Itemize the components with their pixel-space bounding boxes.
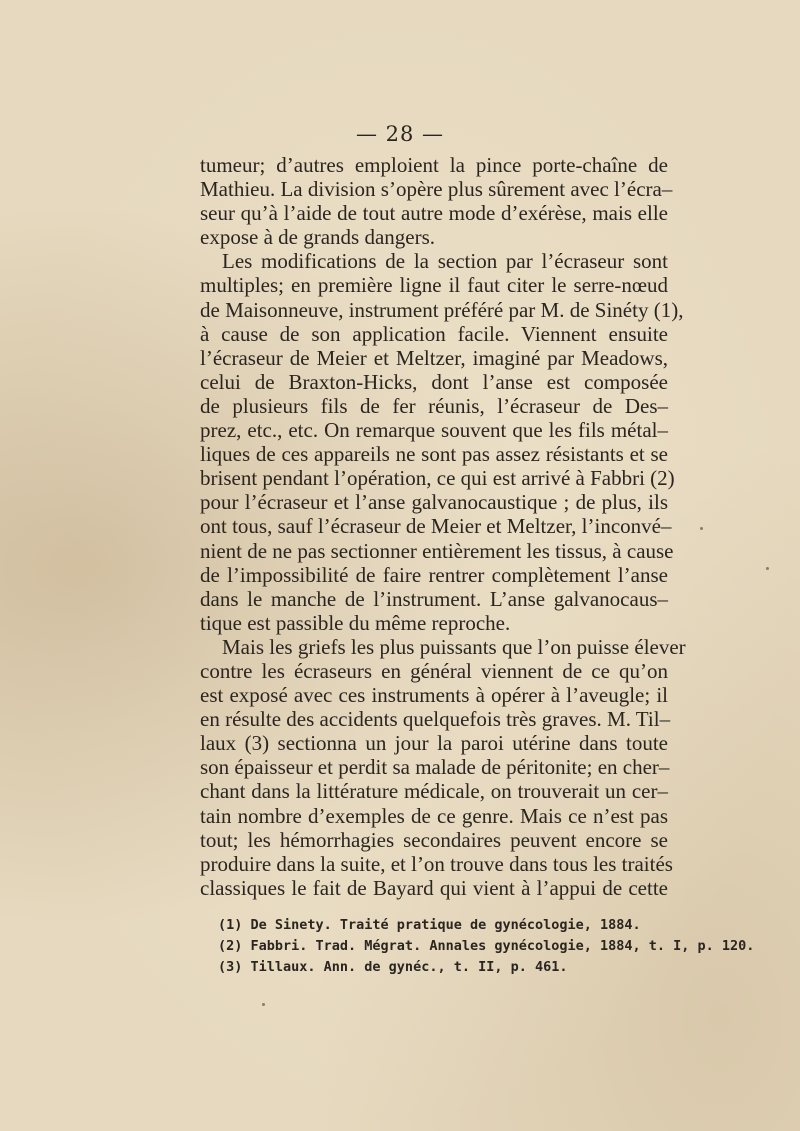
footnote-2: (2) Fabbri. Trad. Mégrat. Annales gynécologie, 1884, t. I, p. 120. bbox=[218, 938, 755, 954]
text-line: son épaisseur et perdit sa malade de péritonite; en cher– bbox=[200, 755, 670, 780]
text-line: seur qu’à l’aide de tout autre mode d’exérèse, mais elle bbox=[200, 201, 668, 226]
text-line: l’écraseur de Meier et Meltzer, imaginé par Meadows, bbox=[200, 345, 668, 370]
body-text bbox=[200, 153, 686, 900]
footnotes bbox=[218, 915, 755, 978]
text-line: liques de ces appareils ne sont pas assez résistants et se bbox=[200, 442, 668, 467]
text-line: produire dans la suite, et l’on trouve dans tous les traités bbox=[200, 851, 673, 876]
text-line: tique est passible du même reproche. bbox=[200, 610, 511, 635]
text-line: laux (3) sectionna un jour la paroi utérine dans toute bbox=[200, 731, 668, 756]
text-line: brisent pendant l’opération, ce qui est arrivé à Fabbri (2) bbox=[200, 466, 675, 491]
text-line: chant dans la littérature médicale, on trouverait un cer– bbox=[200, 779, 668, 804]
text-line: à cause de son application facile. Viennent ensuite bbox=[200, 321, 668, 346]
text-line: classiques le fait de Bayard qui vient à l’appui de cette bbox=[200, 875, 668, 900]
text-line: prez, etc., etc. On remarque souvent que les fils métal– bbox=[200, 418, 668, 443]
text-line: tumeur; d’autres emploient la pince porte-chaîne de bbox=[200, 153, 668, 177]
text-line: multiples; en première ligne il faut citer le serre-nœud bbox=[200, 273, 668, 298]
text-line: tout; les hémorrhagies secondaires peuvent encore se bbox=[200, 827, 668, 852]
footnote-3: (3) Tillaux. Ann. de gynéc., t. II, p. 461. bbox=[218, 959, 568, 975]
text-line: de l’impossibilité de faire rentrer complètement l’anse bbox=[200, 562, 668, 587]
text-line: ont tous, sauf l’écraseur de Meier et Meltzer, l’inconvé– bbox=[200, 514, 672, 539]
text-line: dans le manche de l’instrument. L’anse galvanocaus– bbox=[200, 586, 668, 611]
text-line: pour l’écraseur et l’anse galvanocaustique ; de plus, ils bbox=[200, 490, 668, 515]
text-line: Mais les griefs les plus puissants que l’on puisse élever bbox=[222, 634, 686, 659]
text-line: de plusieurs fils de fer réunis, l’écraseur de Des– bbox=[200, 393, 668, 418]
text-line: Mathieu. La division s’opère plus sûrement avec l’écra– bbox=[200, 177, 673, 202]
paper-speck bbox=[700, 527, 703, 530]
page-number: — 28 — bbox=[355, 122, 445, 146]
text-line: celui de Braxton-Hicks, dont l’anse est composée bbox=[200, 369, 668, 394]
text-line: en résulte des accidents quelquefois très graves. M. Til– bbox=[200, 707, 671, 732]
footnote-1: (1) De Sinety. Traité pratique de gynécologie, 1884. bbox=[218, 917, 641, 933]
paper-speck bbox=[262, 1003, 265, 1006]
text-line: expose à de grands dangers. bbox=[200, 225, 435, 250]
text-line: nient de ne pas sectionner entièrement les tissus, à cause bbox=[200, 538, 674, 563]
text-line: est exposé avec ces instruments à opérer à l’aveugle; il bbox=[200, 683, 668, 708]
text-line: Les modifications de la section par l’écraseur sont bbox=[222, 249, 668, 274]
text-line: contre les écraseurs en général viennent de ce qu’on bbox=[200, 658, 668, 683]
paper-speck bbox=[766, 567, 769, 570]
text-line: de Maisonneuve, instrument préféré par M. de Sinéty (1), bbox=[200, 297, 684, 322]
text-line: tain nombre d’exemples de ce genre. Mais ce n’est pas bbox=[200, 803, 668, 828]
